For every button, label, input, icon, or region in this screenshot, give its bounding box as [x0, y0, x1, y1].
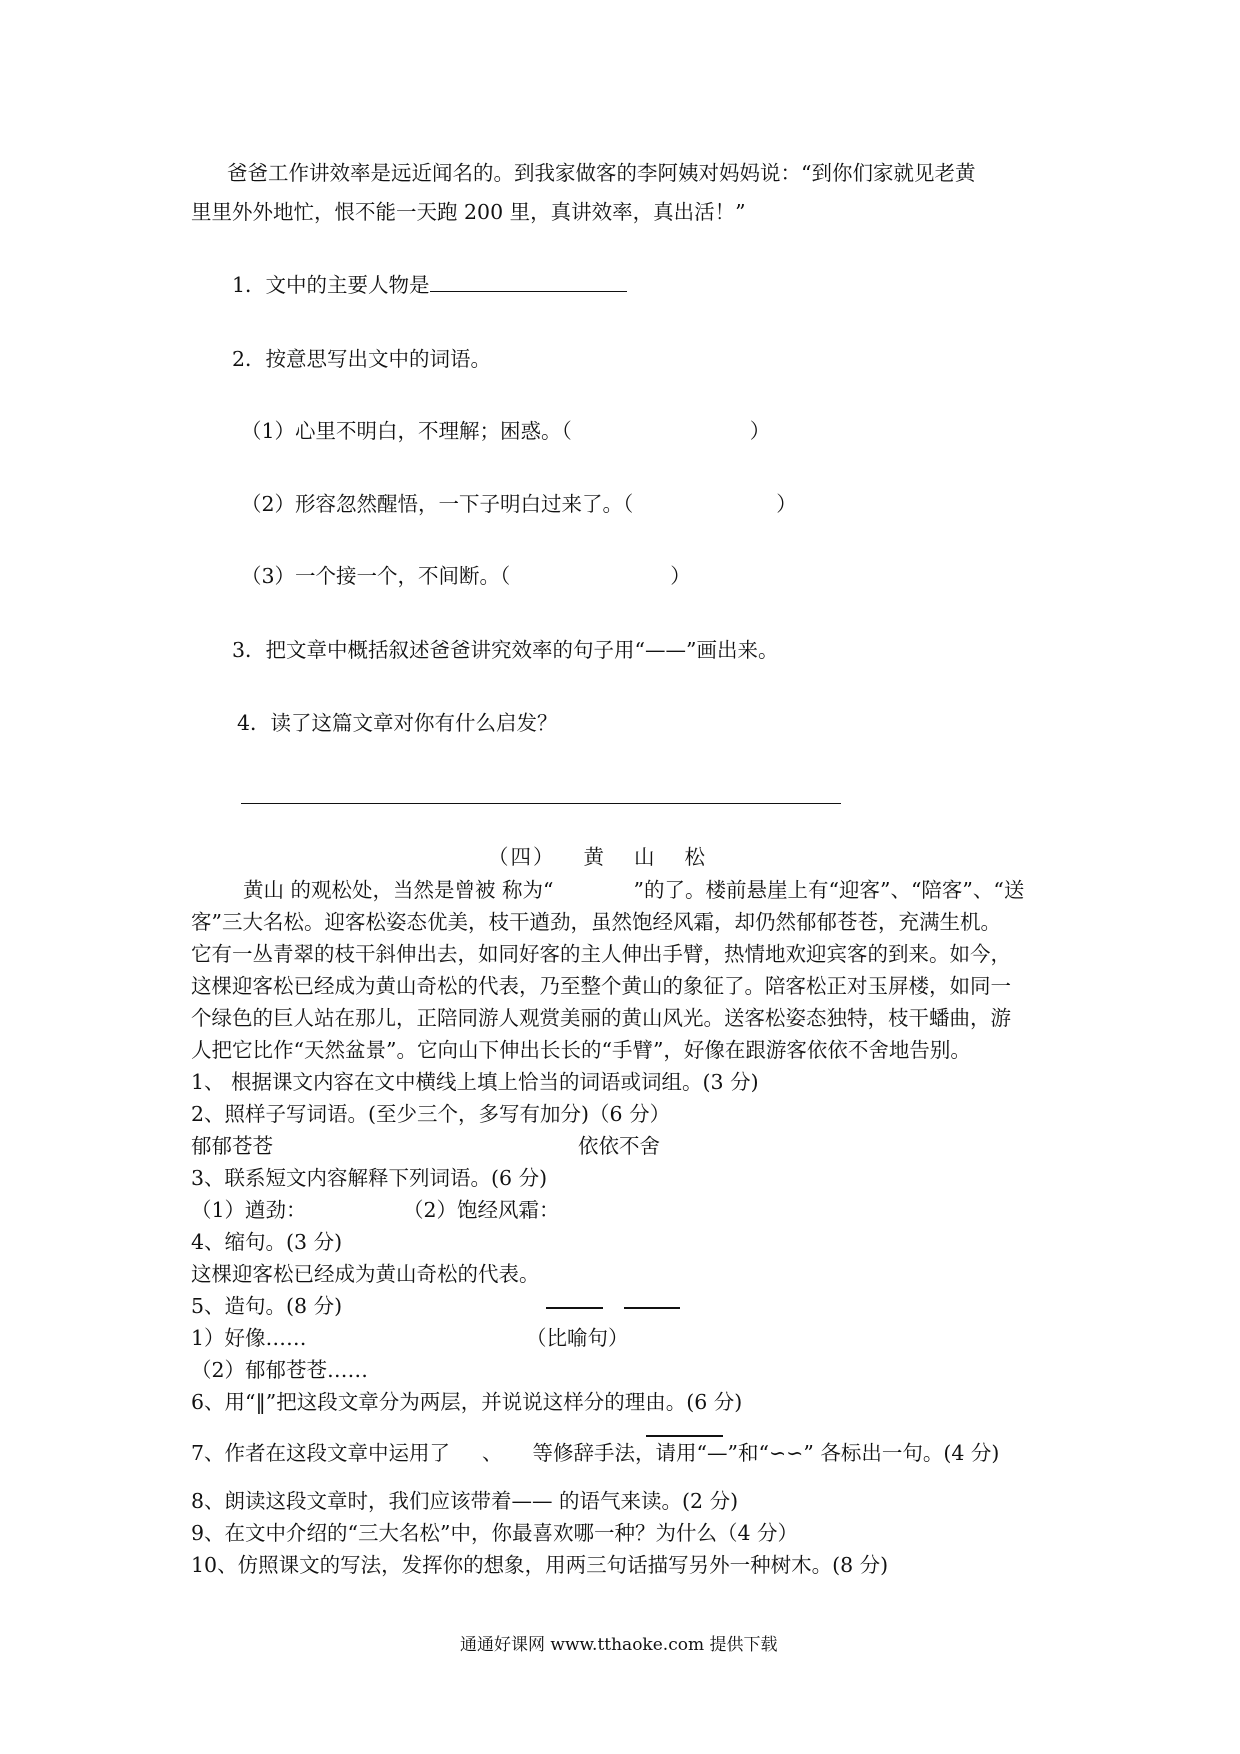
item-10: 10、仿照课文的写法，发挥你的想象，用两三句话描写另外一种树木。(8 分) [191, 1553, 889, 1577]
item-9: 9、在文中介绍的“三大名松”中，你最喜欢哪一种？为什么（4 分） [191, 1521, 799, 1545]
item-5-b: （2）郁郁苍苍…… [191, 1358, 369, 1382]
section-title [488, 844, 707, 870]
passage4-line-1a: 黄山 的观松处，当然是曾被 称为“ [243, 878, 554, 902]
question-2-1 [241, 418, 770, 444]
passage4-line-6: 人把它比作“天然盆景”。它向山下伸出长长的“手臂”，好像在跟游客依依不舍地告别。 [191, 1038, 971, 1062]
question-2-2-text: （2）形容忽然醒悟，一下子明白过来了。（ [241, 492, 634, 516]
close-paren: ） [776, 492, 797, 516]
title-char-2: 山 [634, 845, 657, 869]
item-4: 4、缩句。(3 分) [191, 1230, 343, 1254]
item-7-b: 、 [482, 1441, 503, 1465]
question-2-3 [241, 563, 691, 589]
passage4-line-5: 个绿色的巨人站在那儿，正陪同游人观赏美丽的黄山风光。送客松姿态独特，枝干蟠曲，游 [191, 1006, 1011, 1030]
item-5-a-note: （比喻句） [526, 1326, 629, 1350]
close-paren: ） [670, 564, 691, 588]
question-4: 4．读了这篇文章对你有什么启发？ [237, 711, 558, 735]
title-char-3: 松 [684, 845, 707, 869]
underline-mark-1 [546, 1307, 603, 1309]
item-3-b: （2）饱经风霜： [403, 1198, 560, 1222]
item-2-example-1: 郁郁苍苍 [191, 1134, 273, 1158]
passage4-line-1 [243, 877, 1024, 903]
question-1 [232, 272, 627, 298]
answer-blank-1[interactable] [430, 273, 627, 292]
passage-line-1: 爸爸工作讲效率是远近闻名的。到我家做客的李阿姨对妈妈说：“到你们家就见老黄 [227, 161, 976, 185]
item-3-a: （1）遒劲： [191, 1198, 307, 1222]
passage4-line-2: 客”三大名松。迎客松姿态优美，枝干遒劲，虽然饱经风霜，却仍然郁郁苍苍，充满生机。 [191, 910, 1001, 934]
passage4-line-1b: ”的了。楼前悬崖上有“迎客”、“陪客”、“送 [633, 878, 1025, 902]
question-3: 3．把文章中概括叙述爸爸讲究效率的句子用“——”画出来。 [232, 638, 779, 662]
item-7-a: 7、作者在这段文章中运用了 [191, 1441, 451, 1465]
item-7 [191, 1440, 999, 1466]
item-1: 1、 根据课文内容在文中横线上填上恰当的词语或词组。(3 分) [191, 1070, 759, 1094]
question-2-1-text: （1）心里不明白，不理解；困惑。（ [241, 419, 572, 443]
item-2: 2、照样子写词语。(至少三个，多写有加分)（6 分） [191, 1102, 671, 1126]
item-2-example-2: 依依不舍 [578, 1134, 660, 1158]
item-4-sentence: 这棵迎客松已经成为黄山奇松的代表。 [191, 1262, 540, 1286]
title-char-1: 黄 [583, 845, 606, 869]
passage4-line-3: 它有一丛青翠的枝干斜伸出去，如同好客的主人伸出手臂，热情地欢迎宾客的到来。如今， [191, 942, 1011, 966]
section-number: （四） [488, 845, 556, 869]
question-2: 2．按意思写出文中的词语。 [232, 347, 492, 371]
question-2-3-text: （3）一个接一个，不间断。（ [241, 564, 511, 588]
item-8: 8、朗读这段文章时，我们应该带着—— 的语气来读。(2 分) [191, 1489, 739, 1513]
item-5-a: 1）好像…… [191, 1326, 307, 1350]
passage4-line-4: 这棵迎客松已经成为黄山奇松的代表，乃至整个黄山的象征了。陪客松正对玉屏楼，如同一 [191, 974, 1011, 998]
passage-line-2: 里里外外地忙，恨不能一天跑 200 里，真讲效率，真出活！” [191, 200, 746, 224]
close-paren: ） [749, 419, 771, 443]
question-1-text: 1．文中的主要人物是 [232, 273, 430, 297]
item-7-c: 等修辞手法，请用“—”和“∽∽” 各标出一句。(4 分) [532, 1441, 1000, 1465]
overline-mark [646, 1435, 723, 1437]
footer: 通通好课网 www.tthaoke.com 提供下载 [460, 1635, 778, 1655]
underline-mark-2 [624, 1307, 680, 1309]
item-5: 5、造句。(8 分) [191, 1294, 343, 1318]
answer-line-4[interactable] [241, 803, 841, 804]
item-3: 3、联系短文内容解释下列词语。(6 分) [191, 1166, 548, 1190]
question-2-2 [241, 491, 797, 517]
item-6: 6、用“‖”把这段文章分为两层，并说说这样分的理由。(6 分) [191, 1390, 743, 1414]
